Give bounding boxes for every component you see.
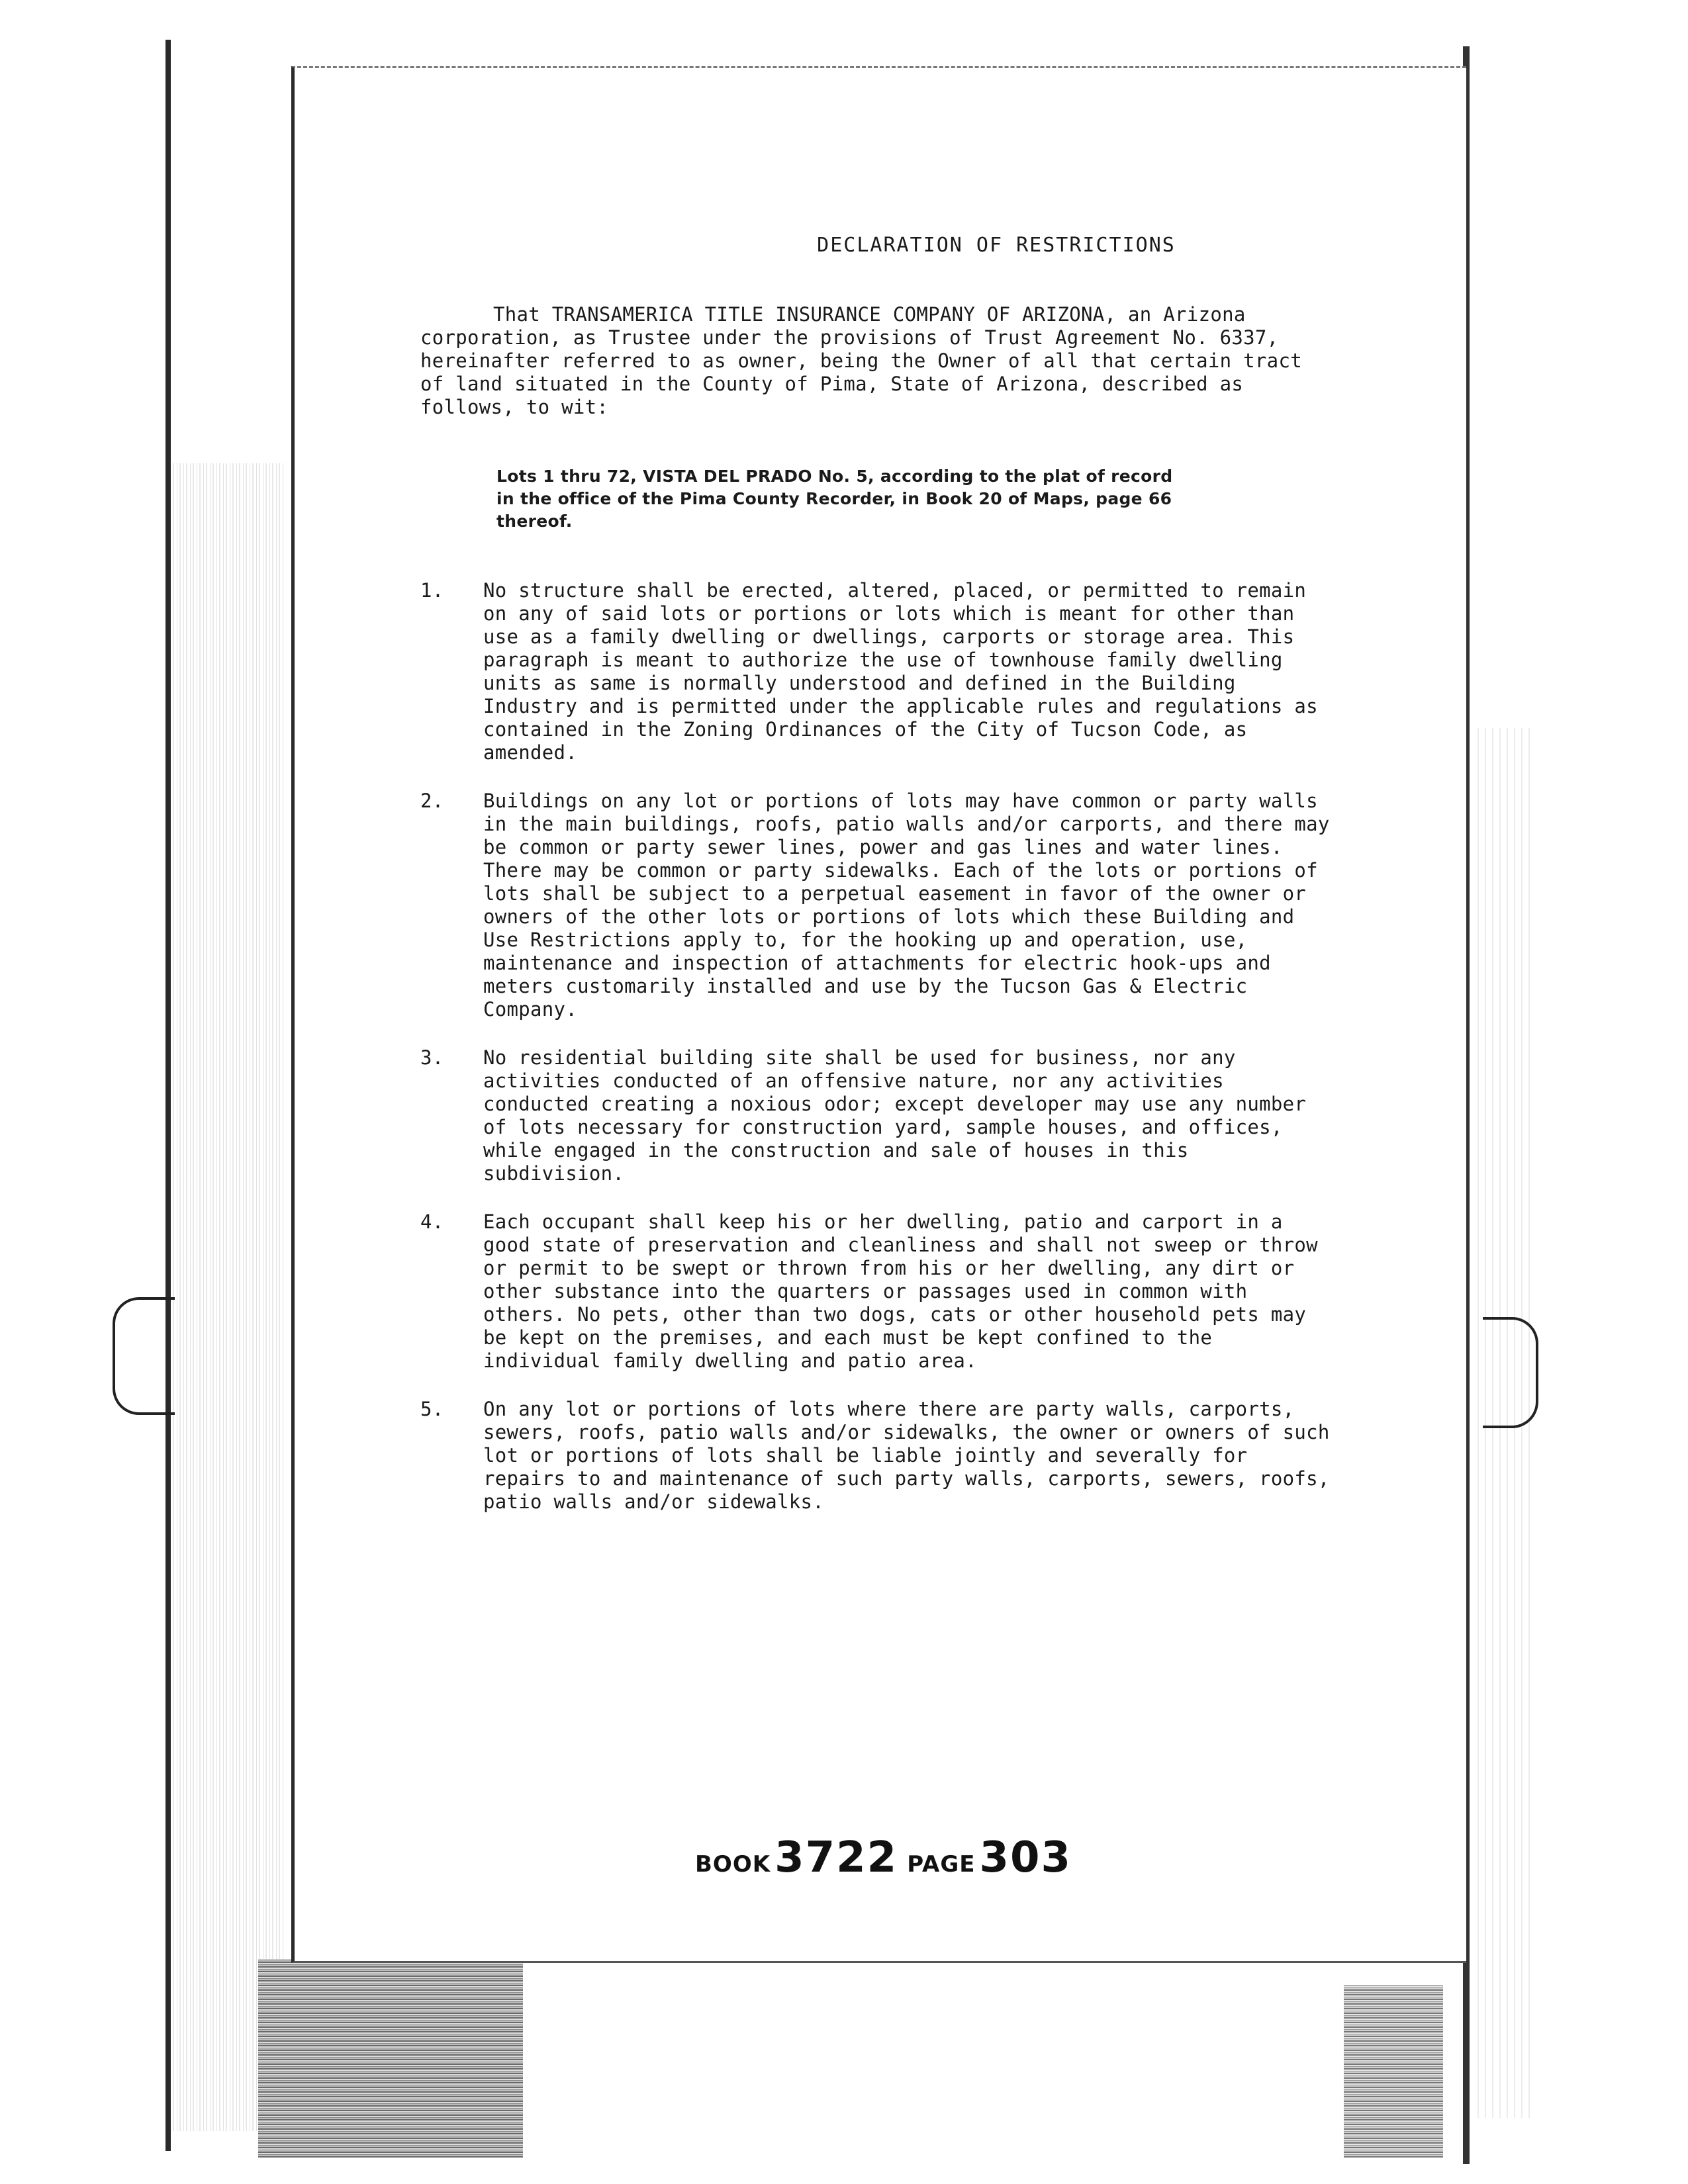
clause-text: On any lot or portions of lots where there are party walls, carports, sewers, roofs, patio walls and/or sidewalks, the owner or owners of such lot or portions of lots shall be liable jointly and severally for repairs to and maintenance of such party walls, carports, sewers, roofs, patio walls and/or sidewalks. — [483, 1398, 1330, 1513]
page-number: 303 — [979, 1833, 1072, 1882]
document-sheet — [291, 66, 1466, 1963]
binder-clip-right — [1483, 1317, 1538, 1428]
recording-stamp — [695, 1833, 1081, 1882]
clause-number: 3. — [420, 1046, 444, 1069]
document-title: DECLARATION OF RESTRICTIONS — [817, 234, 1176, 257]
document-body — [420, 234, 1334, 1539]
scan-artifact-left — [171, 463, 283, 2131]
clause-2 — [420, 790, 1334, 1021]
clause-text: Buildings on any lot or portions of lots may have common or party walls in the main buildings, roofs, patio walls and/or carports, and there may be common or party sewer lines, power and gas lines and water lines. There may be common or party sidewalks. Each of the lots or portions of lots shall be subject to a perpetual easement in favor of the owner or owners of the other lots or portions of lots which these Building and Use Restrictions apply to, for the hooking up and operation, use, maintenance and inspection of attachments for electric hook-ups and meters customarily installed and use by the Tucson Gas & Electric Company. — [483, 790, 1330, 1021]
clause-text: Each occupant shall keep his or her dwelling, patio and carport in a good state of preservation and cleanliness and shall not sweep or throw or permit to be swept or thrown from his or her dwelling, any dirt or other substance into the quarters or passages used in common with others. No pets, other than two dogs, cats or other household pets may be kept on the premises, and each must be kept confined to the individual family dwelling and patio area. — [483, 1210, 1318, 1372]
clause-3 — [420, 1046, 1334, 1185]
book-number: 3722 — [774, 1833, 898, 1882]
clause-number: 5. — [420, 1398, 444, 1420]
book-label: BOOK — [695, 1851, 771, 1878]
scan-artifact-bottom-left — [258, 1959, 523, 2158]
binder-edge-left — [165, 40, 171, 2151]
clause-number: 2. — [420, 790, 444, 812]
clause-text: No residential building site shall be used for business, nor any activities conducted of an offensive nature, nor any activities conducted creating a noxious odor; except developer may use any number of lots necessary for construction yard, sample houses, and offices, while engaged in the construction and sale of houses in this subdivision. — [483, 1046, 1307, 1185]
binder-clip-left — [113, 1297, 175, 1415]
clause-1 — [420, 579, 1334, 764]
clause-number: 1. — [420, 579, 444, 602]
clause-number: 4. — [420, 1210, 444, 1233]
clause-5 — [420, 1398, 1334, 1514]
clause-text: No structure shall be erected, altered, placed, or permitted to remain on any of said lots or portions or lots which is meant for other than use as a family dwelling or dwellings, carports or storage area. This paragraph is meant to authorize the use of townhouse family dwelling units as same is normally understood and defined in the Building Industry and is permitted under the applicable rules and regulations as contained in the Zoning Ordinances of the City of Tucson Code, as amended. — [483, 579, 1318, 764]
legal-description: Lots 1 thru 72, VISTA DEL PRADO No. 5, according to the plat of record in the office of the Pima County Recorder, in Book 20 of Maps, page 66 thereof. — [496, 467, 1173, 531]
clause-4 — [420, 1210, 1334, 1373]
scan-artifact-bottom-right — [1344, 1985, 1443, 2158]
page-label: PAGE — [907, 1851, 976, 1878]
intro-paragraph: That TRANSAMERICA TITLE INSURANCE COMPANY OF ARIZONA, an Arizona corporation, as Trustee under the provisions of Trust Agreement No. 6337, hereinafter referred to as owner, being the Owner of all that certain tract of land situated in the County of Pima, State of Arizona, described as follows, to wit: — [420, 303, 1302, 418]
